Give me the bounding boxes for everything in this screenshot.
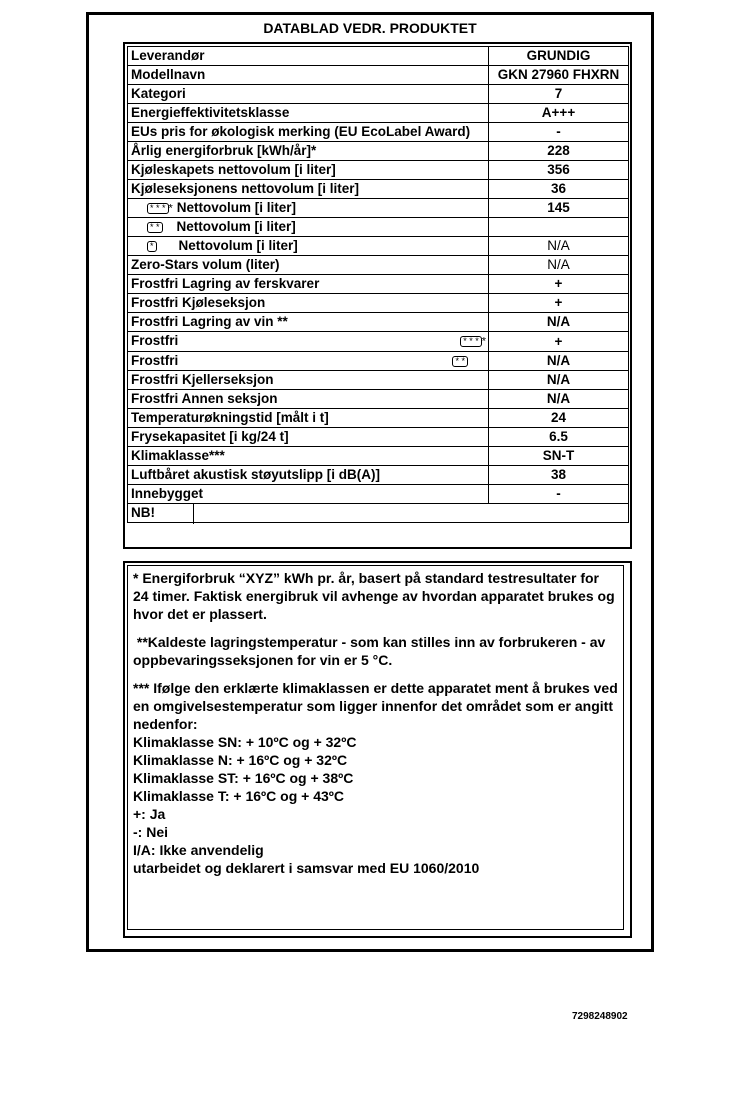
row-label-text: Kategori	[131, 86, 186, 101]
row-label	[128, 66, 489, 85]
table-row	[128, 142, 629, 161]
star-rating-icon: * *	[452, 356, 468, 367]
row-value: 356	[489, 161, 629, 180]
nb-divider	[193, 504, 194, 524]
row-label-text: Leverandør	[131, 48, 205, 63]
table-row	[128, 446, 629, 465]
row-label	[128, 389, 489, 408]
row-value: -	[489, 123, 629, 142]
row-value: N/A	[489, 237, 629, 256]
note-line: * Energiforbruk “XYZ” kWh pr. år, basert på standard testresultater for 24 timer. Faktisk energibruk vil avhenge av hvordan apparatet brukes og hvor det er plassert.	[133, 570, 615, 622]
row-label-text: Kjøleskapets nettovolum [i liter]	[131, 162, 336, 177]
data-table	[127, 46, 629, 523]
row-label-text: Frostfri Lagring av vin **	[131, 314, 288, 330]
row-label	[128, 294, 489, 313]
star-trail-icon: *	[168, 202, 173, 215]
star-trail-icon: *	[481, 335, 486, 348]
row-value: N/A	[489, 370, 629, 389]
row-value: 36	[489, 180, 629, 199]
note-line: Klimaklasse ST: + 16ºC og + 38ºC	[133, 770, 354, 786]
table-row	[128, 66, 629, 85]
row-value: 145	[489, 199, 629, 218]
row-label-text: EUs pris for økologisk merking (EU EcoLabel Award)	[131, 124, 471, 139]
row-label-text: Frysekapasitet [i kg/24 t]	[131, 428, 289, 444]
table-row	[128, 294, 629, 313]
row-label	[128, 237, 489, 256]
row-label-text: Innebygget	[131, 485, 204, 501]
document-code: 7298248902	[572, 1011, 628, 1022]
row-label	[128, 503, 489, 522]
star-rating-icon: * * *	[460, 336, 482, 347]
table-row	[128, 408, 629, 427]
table-row	[128, 47, 629, 66]
table-row	[128, 237, 629, 256]
row-label-text: Frostfri	[131, 333, 179, 349]
row-value: -	[489, 484, 629, 503]
row-label-text: Kjøleseksjonens nettovolum [i liter]	[131, 181, 360, 196]
row-value: N/A	[489, 256, 629, 275]
row-label	[128, 370, 489, 389]
row-label-text: Zero-Stars volum (liter)	[131, 257, 280, 273]
row-value: +	[489, 294, 629, 313]
table-row	[128, 351, 629, 370]
row-label-text: Energieffektivitetsklasse	[131, 105, 290, 120]
row-label	[128, 313, 489, 332]
row-label	[128, 85, 489, 104]
row-label-text: Frostfri Kjellerseksjon	[131, 371, 274, 387]
row-label	[128, 161, 489, 180]
note-line: I/A: Ikke anvendelig	[133, 842, 264, 858]
row-value: A+++	[489, 104, 629, 123]
row-label-text: Årlig energiforbruk [kWh/år]*	[131, 143, 317, 158]
note-line: -: Nei	[133, 824, 168, 840]
row-label	[128, 351, 489, 370]
row-label-text: Frostfri Kjøleseksjon	[131, 295, 266, 311]
note-line: utarbeidet og deklarert i samsvar med EU 1060/2010	[133, 860, 480, 876]
row-label	[128, 427, 489, 446]
row-label-text: Nettovolum [i liter]	[176, 200, 297, 215]
table-row	[128, 484, 629, 503]
table-row	[128, 161, 629, 180]
row-label-text: Nettovolum [i liter]	[178, 238, 298, 254]
note-line: **Kaldeste lagringstemperatur - som kan stilles inn av forbrukeren - av oppbevaringsseksjonen for vin er 5 °C.	[133, 634, 610, 668]
row-label-text: Modellnavn	[131, 67, 206, 82]
row-value: 228	[489, 142, 629, 161]
row-value	[489, 503, 629, 522]
note-line: Klimaklasse N: + 16ºC og + 32ºC	[133, 752, 348, 768]
note-line: +: Ja	[133, 806, 166, 822]
row-label-text: Klimaklasse***	[131, 447, 225, 463]
row-value: GKN 27960 FHXRN	[489, 66, 629, 85]
datasheet-frame	[86, 12, 654, 952]
table-row	[128, 332, 629, 351]
note-line: Klimaklasse SN: + 10ºC og + 32ºC	[133, 734, 357, 750]
row-label-text: Frostfri	[131, 352, 179, 368]
row-value: 38	[489, 465, 629, 484]
page-title: DATABLAD VEDR. PRODUKTET	[263, 20, 477, 36]
row-label	[128, 408, 489, 427]
row-label	[128, 256, 489, 275]
row-value: +	[489, 332, 629, 351]
table-row	[128, 503, 629, 522]
table-row	[128, 465, 629, 484]
row-value	[489, 218, 629, 237]
row-label	[128, 275, 489, 294]
row-value: N/A	[489, 389, 629, 408]
row-label-text: Frostfri Lagring av ferskvarer	[131, 276, 320, 292]
table-row	[128, 180, 629, 199]
row-label	[128, 332, 489, 351]
note-line: *** Ifølge den erklærte klimaklassen er dette apparatet ment å brukes ved en omgivelsestemperatur som ligger innenfor det området som er angitt nedenfor:	[133, 680, 618, 732]
row-value: 6.5	[489, 427, 629, 446]
row-label-text: Frostfri Annen seksjon	[131, 390, 278, 406]
row-label	[128, 180, 489, 199]
row-value: 24	[489, 408, 629, 427]
row-label	[128, 218, 489, 237]
table-row	[128, 389, 629, 408]
row-label	[128, 104, 489, 123]
notes-content	[127, 565, 624, 930]
row-value: +	[489, 275, 629, 294]
table-row	[128, 427, 629, 446]
row-label-text: Nettovolum [i liter]	[176, 219, 296, 235]
table-row	[128, 123, 629, 142]
row-label	[128, 446, 489, 465]
row-label	[128, 199, 489, 218]
table-row	[128, 218, 629, 237]
row-value: N/A	[489, 351, 629, 370]
table-row	[128, 104, 629, 123]
row-value: SN-T	[489, 446, 629, 465]
row-value: N/A	[489, 313, 629, 332]
table-row	[128, 199, 629, 218]
note-line: Klimaklasse T: + 16ºC og + 43ºC	[133, 788, 344, 804]
star-rating-icon: * * *	[147, 203, 169, 214]
table-row	[128, 370, 629, 389]
row-value: 7	[489, 85, 629, 104]
star-rating-icon: * *	[147, 222, 163, 233]
row-label	[128, 465, 489, 484]
data-table-box	[123, 42, 632, 549]
row-label-text: Temperaturøkningstid [målt i t]	[131, 409, 329, 425]
row-label-text: NB!	[131, 504, 155, 520]
notes-box	[123, 561, 632, 938]
table-row	[128, 313, 629, 332]
row-label	[128, 47, 489, 66]
row-value: GRUNDIG	[489, 47, 629, 66]
row-label	[128, 142, 489, 161]
table-row	[128, 85, 629, 104]
row-label-text: Luftbåret akustisk støyutslipp [i dB(A)]	[131, 466, 381, 482]
table-row	[128, 275, 629, 294]
row-label	[128, 123, 489, 142]
row-label	[128, 484, 489, 503]
table-row	[128, 256, 629, 275]
star-rating-icon: *	[147, 241, 157, 252]
